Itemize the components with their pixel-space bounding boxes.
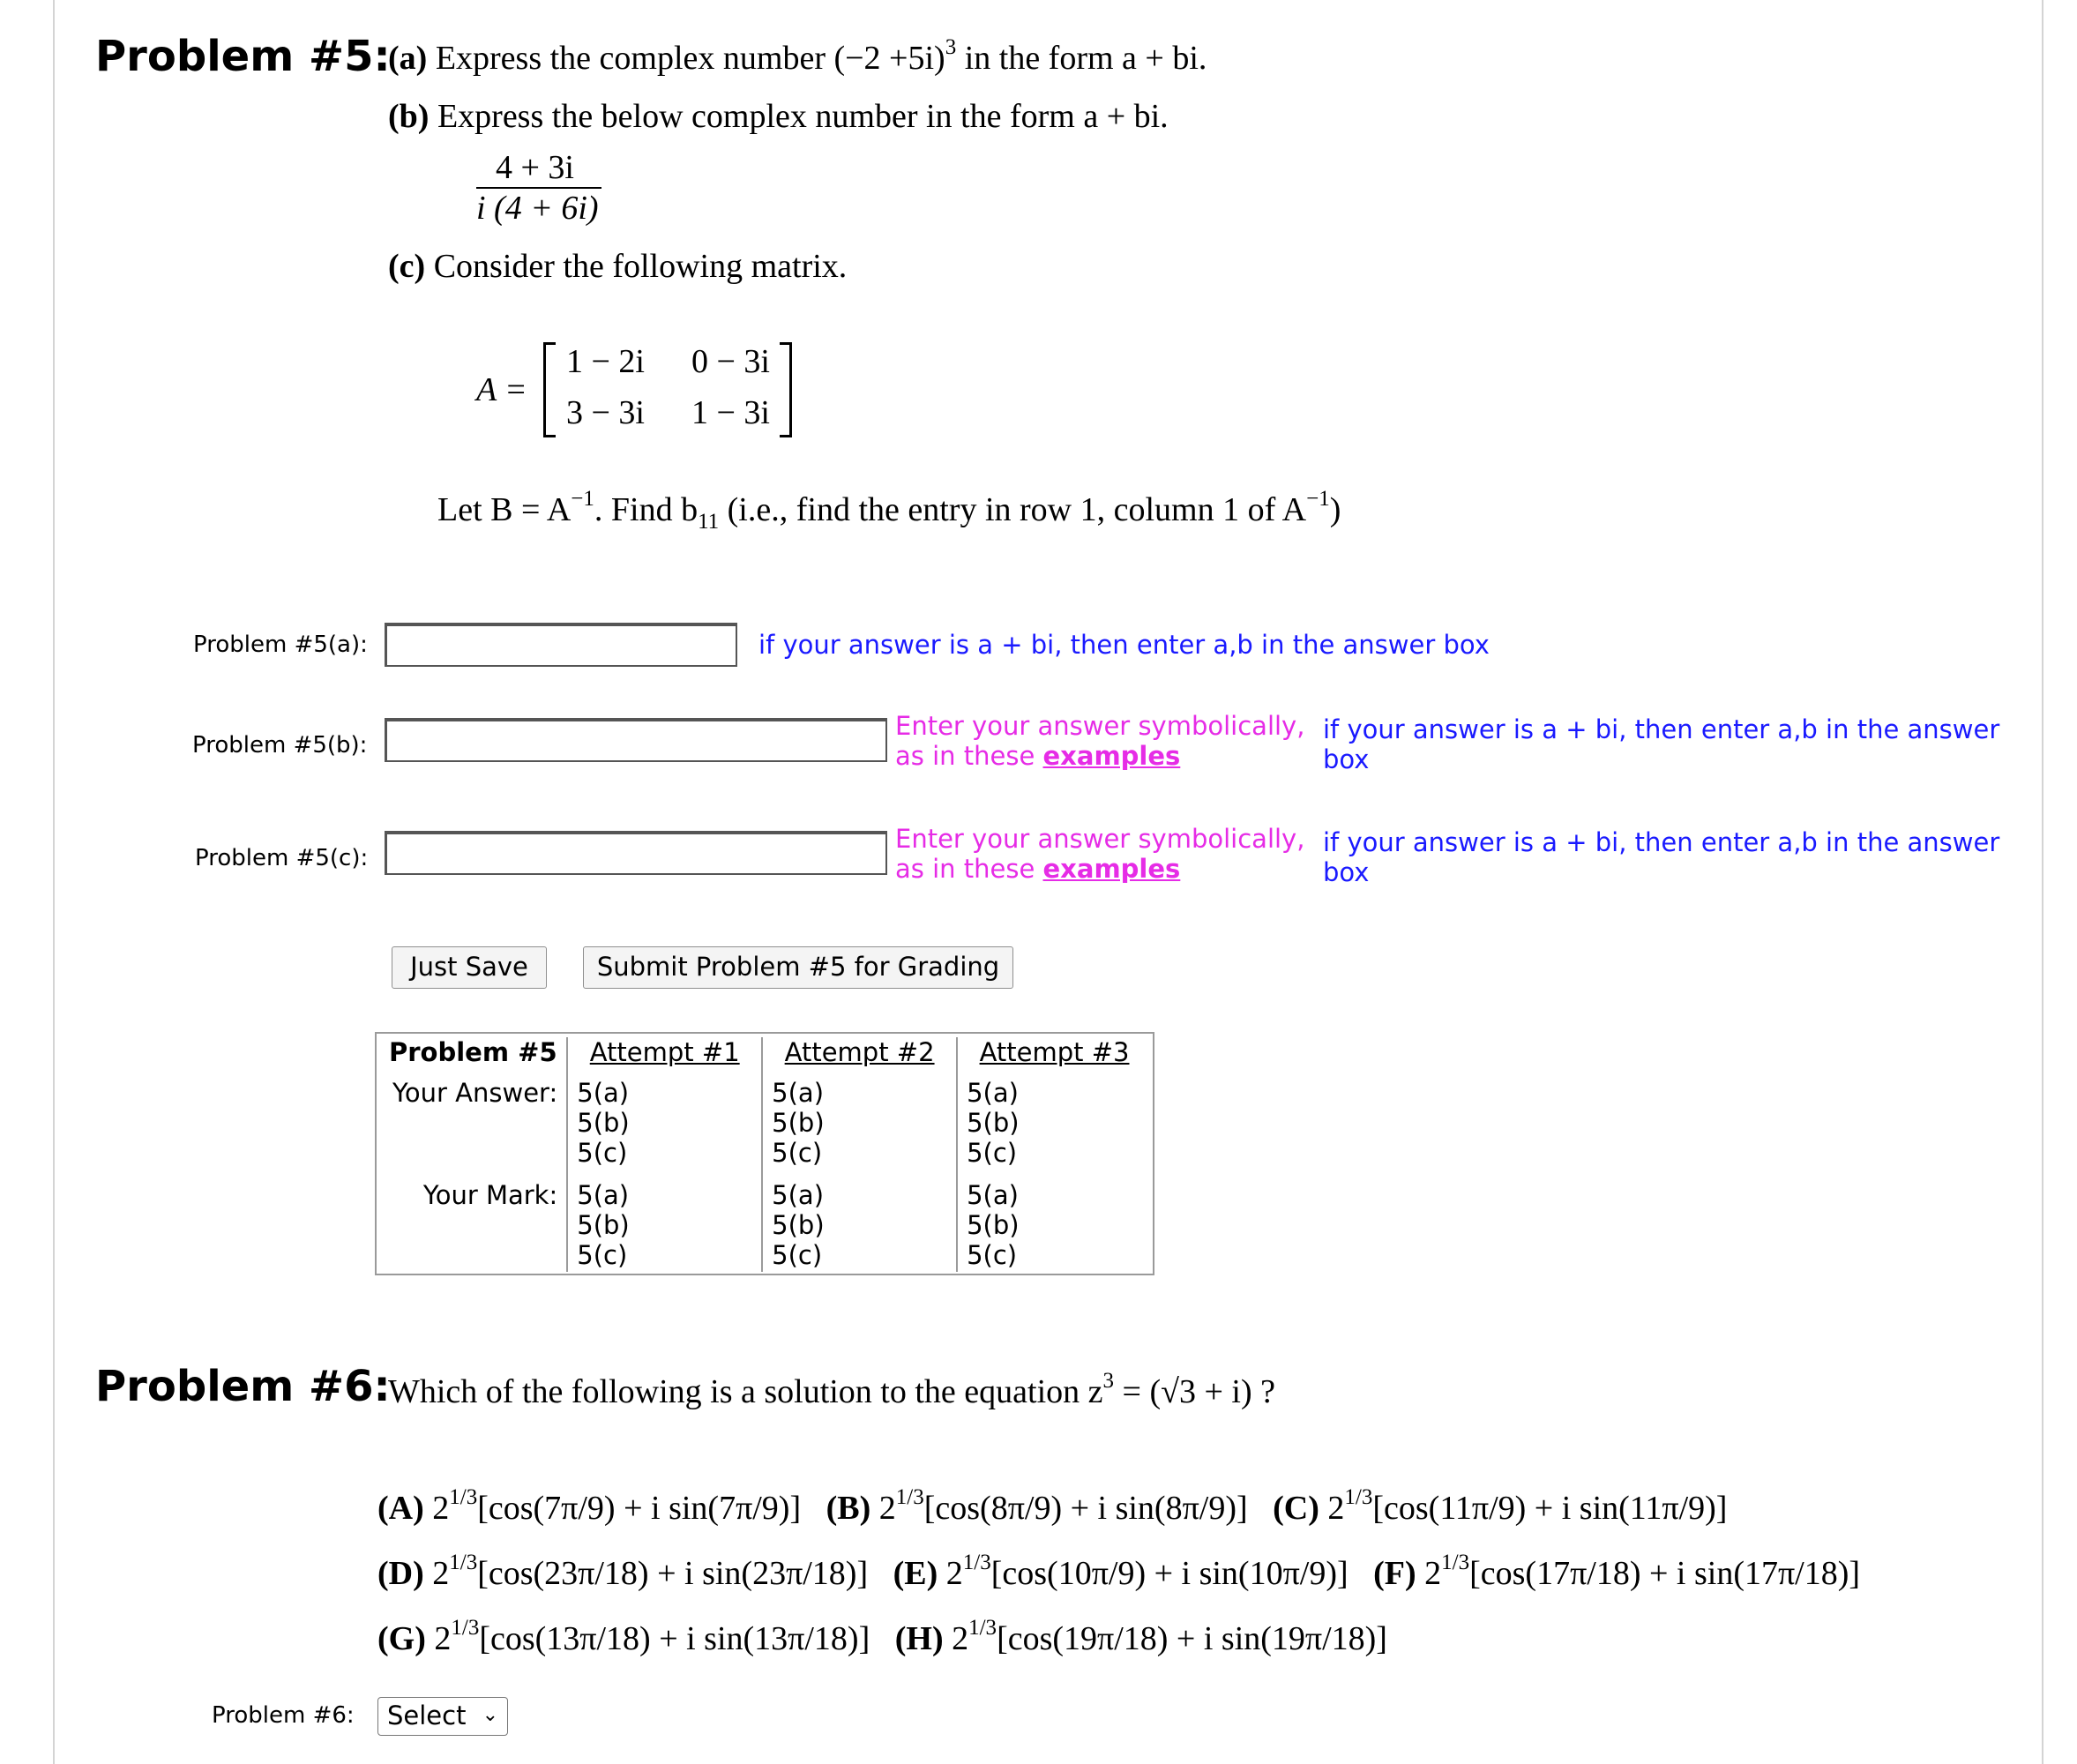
matrix-cell-22: 1 − 3i — [691, 394, 770, 431]
options-row-3 — [377, 1616, 1387, 1658]
your-mark-label: Your Mark: — [422, 1180, 558, 1210]
chevron-down-icon: ⌄ — [482, 1704, 498, 1726]
option-b: (B) $2^{1/3}[\cos(8\pi/9) + i$ sin(8π/9)] — [826, 1485, 1248, 1527]
problem-6-question: Which of the following is a solution to the equation $z^3 = (√3 + i)$ ? — [388, 1369, 1275, 1410]
your-answer-label: Your Answer: — [392, 1078, 558, 1108]
answer-5c-hint: if your answer is a + bi, then enter a,b in the answer box — [1323, 827, 2000, 887]
matrix-name: A = — [476, 371, 527, 408]
answer-5a-label: Problem #5(a): — [193, 632, 368, 658]
answer-6-label: Problem #6: — [212, 1702, 355, 1729]
problem-6-heading: Problem #6: — [95, 1362, 391, 1411]
problem-5-heading: Problem #5: — [95, 32, 391, 81]
answer-5a-hint: if your answer is a + bi, then enter a,b in the answer box — [758, 630, 1490, 660]
fraction-denominator: i (4 + 6i) — [476, 190, 599, 227]
option-c: (C) $2^{1/3}[\cos(11\pi/9) + i$ sin(11π/9)] — [1273, 1485, 1728, 1527]
just-save-button[interactable]: Just Save — [392, 946, 547, 989]
answer-5b-hint: if your answer is a + bi, then enter a,b in the answer box — [1323, 714, 2000, 774]
problem-5b-text: (b) Express the below complex number in the form a + bi. — [388, 98, 1169, 135]
examples-link-5b[interactable]: examples — [1042, 741, 1181, 771]
attempt-3-link[interactable]: Attempt #3 — [957, 1037, 1151, 1078]
matrix-right-bracket — [780, 342, 792, 437]
answer-5c-input[interactable] — [385, 831, 887, 875]
answer-6-select[interactable]: Select ⌄ — [377, 1697, 508, 1736]
answer-5c-symbolic-hint: Enter your answer symbolically, as in these examples — [895, 824, 1305, 884]
attempt-2-marks: 5(a) 5(b) 5(c) — [762, 1180, 957, 1272]
attempt-2-answers: 5(a) 5(b) 5(c) — [762, 1078, 957, 1180]
problem-5a-text: (a) Express the complex number $(-2 +5i)^3$ in the form a + bi. — [388, 35, 1207, 77]
attempt-3-marks: 5(a) 5(b) 5(c) — [957, 1180, 1151, 1272]
options-row-1 — [377, 1485, 1728, 1528]
page-border-left — [53, 0, 55, 1764]
attempt-2-link[interactable]: Attempt #2 — [762, 1037, 957, 1078]
option-h: (H) $2^{1/3}[\cos(19\pi/18) + i$ sin(19π/18)] — [894, 1616, 1387, 1657]
answer-5b-symbolic-hint: Enter your answer symbolically, as in these examples — [895, 711, 1305, 771]
problem-5c-text: (c) Consider the following matrix. — [388, 248, 848, 285]
answer-5b-input[interactable] — [385, 718, 887, 762]
matrix-cell-12: 0 − 3i — [691, 343, 770, 380]
page-border-right — [2042, 0, 2043, 1764]
matrix-left-bracket — [543, 342, 556, 437]
submit-problem-5-button[interactable]: Submit Problem #5 for Grading — [583, 946, 1013, 989]
attempt-1-answers: 5(a) 5(b) 5(c) — [567, 1078, 762, 1180]
answer-5c-label: Problem #5(c): — [195, 845, 369, 871]
attempt-1-link[interactable]: Attempt #1 — [567, 1037, 762, 1078]
option-d: (D) $2^{1/3}[\cos(23\pi/18) + i$ sin(23π/18)] — [377, 1551, 869, 1592]
attempts-table — [380, 1037, 1151, 1272]
options-row-2 — [377, 1551, 1861, 1593]
option-g: (G) $2^{1/3}[\cos(13\pi/18) + i$ sin(13π/18)] — [377, 1616, 870, 1657]
fraction-numerator: 4 + 3i — [496, 149, 574, 186]
option-f: (F) $2^{1/3}[\cos(17\pi/18) + i$ sin(17π/18)] — [1373, 1551, 1861, 1592]
examples-link-5c[interactable]: examples — [1042, 854, 1181, 884]
find-b11-text: Let $B = A^{-1}$. Find $b_{11}$ (i.e., find the entry in row 1, column 1 of $A^{-1}$) — [437, 487, 1341, 534]
attempt-1-marks: 5(a) 5(b) 5(c) — [567, 1180, 762, 1272]
answer-5a-input[interactable] — [385, 623, 737, 667]
option-e: (E) $2^{1/3}[\cos(10\pi/9) + i$ sin(10π/9)] — [893, 1551, 1349, 1592]
attempt-3-answers: 5(a) 5(b) 5(c) — [957, 1078, 1151, 1180]
answer-5b-label: Problem #5(b): — [192, 732, 368, 759]
option-a: (A) $2^{1/3}[\cos(7\pi/9) + i$ sin(7π/9)] — [377, 1485, 802, 1527]
matrix-cell-21: 3 − 3i — [566, 394, 645, 431]
attempts-header-problem: Problem #5 — [389, 1037, 557, 1067]
matrix-cell-11: 1 − 2i — [566, 343, 645, 380]
